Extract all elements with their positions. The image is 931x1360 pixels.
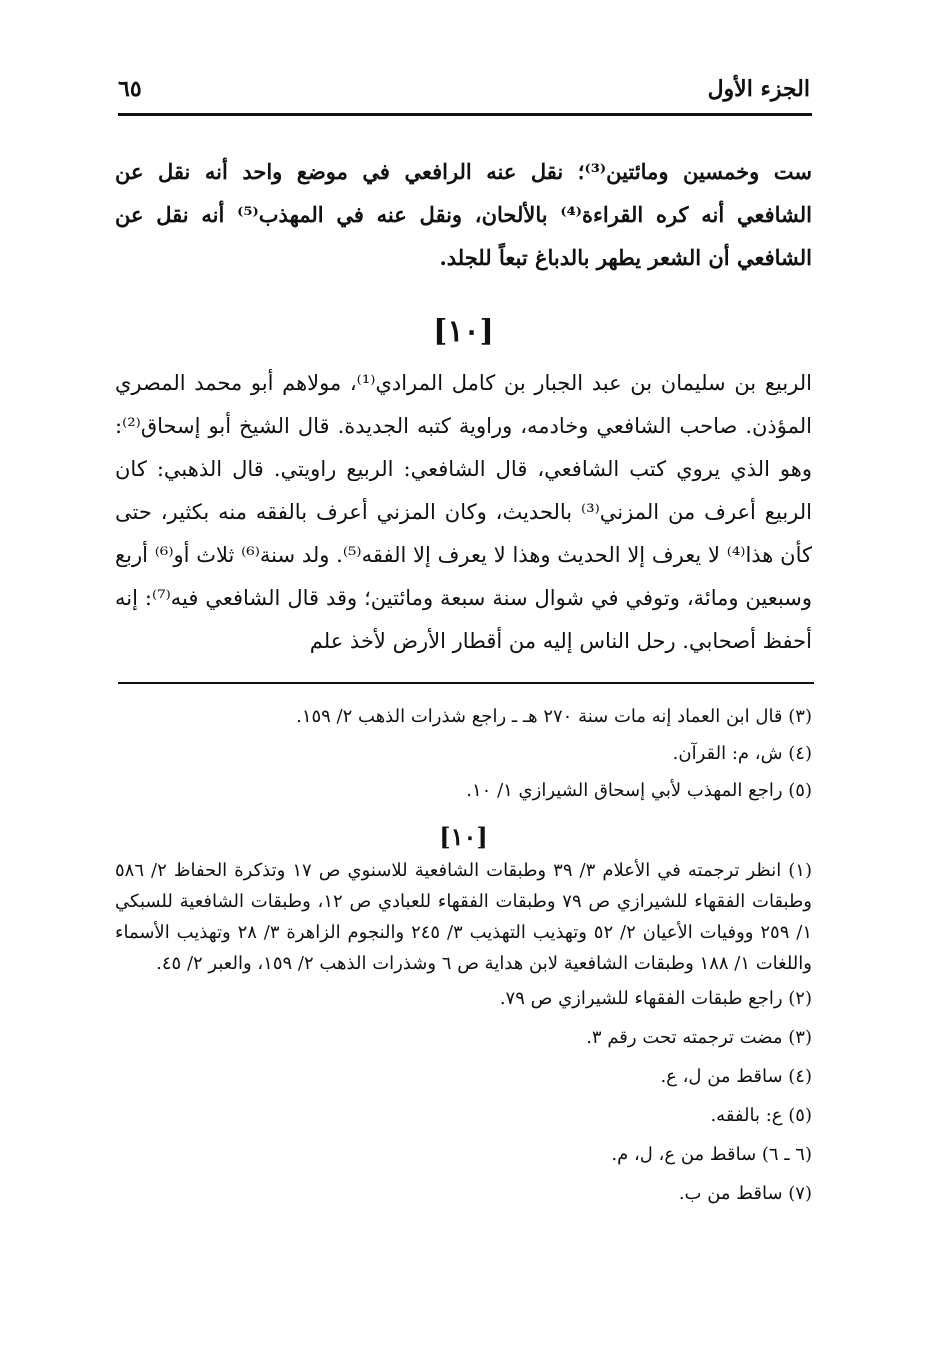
biography-paragraph — [115, 362, 812, 663]
intro-text: ست وخمسين ومائتين⁽³⁾؛ نقل عنه الرافعي في موضع واحد أنه نقل عن الشافعي أنه كره القراءة⁽⁴⁾ بالألحان، ونقل عنه في المهذب⁽⁵⁾ أنه نقل عن الشافعي أن الشعر يطهر بالدباغ تبعاً للجلد. — [115, 159, 812, 270]
footnote-item: (٥) ع: بالفقه. — [710, 1105, 812, 1126]
book-part-title: الجزء الأول — [707, 76, 810, 102]
running-head — [118, 62, 810, 102]
footnote-item: (٤) ساقط من ل، ع. — [660, 1066, 812, 1087]
intro-paragraph — [115, 150, 812, 279]
footnote-item: (٣) قال ابن العماد إنه مات سنة ٢٧٠ هـ ـ راجع شذرات الذهب ٢/ ١٥٩. — [296, 706, 812, 727]
entry-number-heading: [١٠] — [433, 314, 494, 349]
header-rule — [118, 113, 812, 116]
biography-text: الربيع بن سليمان بن عبد الجبار بن كامل المرادي⁽¹⁾، مولاهم أبو محمد المصري المؤذن. صاحب الشافعي وخادمه، وراوية كتبه الجديدة. قال الشيخ أبو إسحاق⁽²⁾: وهو الذي يروي كتب الشافعي، قال الشافعي: الربيع راويتي. قال الذهبي: كان الربيع أعرف من المزني⁽³⁾ بالحديث، وكان المزني أعرف بالفقه منه بكثير، حتى كأن هذا⁽⁴⁾ لا يعرف إلا الحديث وهذا لا يعرف إلا الفقه⁽⁵⁾. ولد سنة⁽⁶⁾ ثلاث أو⁽⁶⁾ أربع وسبعين ومائة، وتوفي في شوال سنة سبعة ومائتين؛ وقد قال الشافعي فيه⁽⁷⁾: إنه أحفظ أصحابي. رحل الناس إليه من أقطار الأرض لأخذ علم — [115, 371, 813, 653]
footnote-item: (١) انظر ترجمته في الأعلام ٣/ ٣٩ وطبقات الشافعية للاسنوي ص ١٧ وتذكرة الحفاظ ٢/ ٥٨٦ وطبقات الفقهاء للشيرازي ص ٧٩ وطبقات الفقهاء للعبادي ص ١٢، وطبقات الشافعية للسبكي ١/ ٢٥٩ ووفيات الأعيان ٢/ ٥٢ وتهذيب التهذيب ٣/ ٢٤٥ والنجوم الزاهرة ٣/ ٢٨ وتهذيب الأسماء واللغات ١/ ١٨٨ وطبقات الشافعية لابن هداية ص ٦ وشذرات الذهب ٢/ ١٥٩، والعبر ٢/ ٤٥. — [115, 860, 812, 974]
footnote-entry-heading: [١٠] — [439, 822, 488, 851]
footnote-item: (٣) مضت ترجمته تحت رقم ٣. — [586, 1027, 812, 1048]
page-number: ٦٥ — [118, 76, 142, 102]
footnote-item: (٦ ـ ٦) ساقط من ع، ل، م. — [611, 1144, 812, 1165]
footnotes-current-entry — [115, 855, 812, 1213]
footnote-item: (٧) ساقط من ب. — [678, 1183, 812, 1204]
footnote-item: (٢) راجع طبقات الفقهاء للشيرازي ص ٧٩. — [499, 988, 812, 1009]
footnote-item: (٥) راجع المهذب لأبي إسحاق الشيرازي ١/ ١٠. — [466, 780, 812, 801]
footnote-item: (٤) ش، م: القرآن. — [672, 743, 812, 764]
footnotes-previous-entry — [115, 698, 812, 809]
footnote-rule — [118, 682, 814, 684]
